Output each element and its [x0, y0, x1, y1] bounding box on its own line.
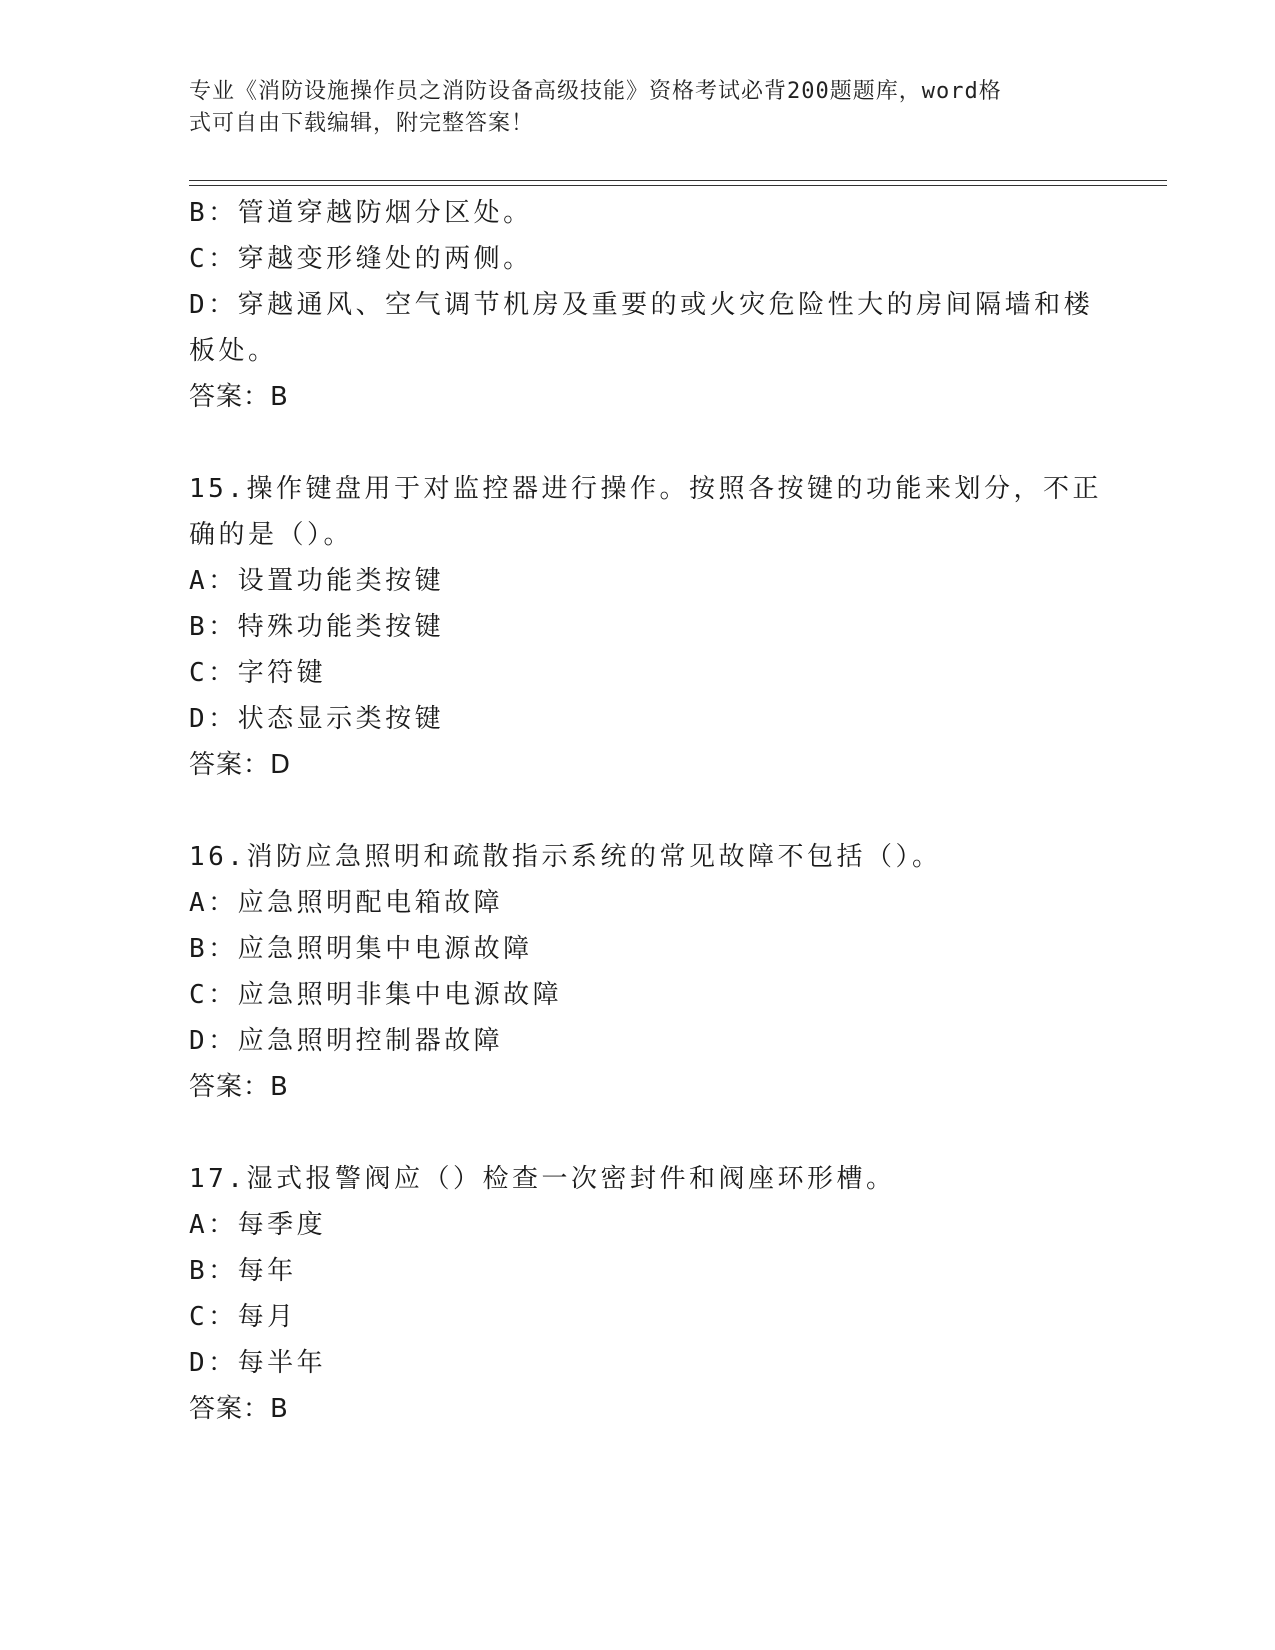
question-stem-line-2: 确的是（）。	[189, 520, 354, 550]
question-stem-line-1: 15.操作键盘用于对监控器进行操作。按照各按键的功能来划分，不正	[189, 474, 1102, 504]
question-16	[189, 834, 1089, 1110]
option-d-line-1: D：穿越通风、空气调节机房及重要的或火灾危险性大的房间隔墙和楼	[189, 290, 1094, 320]
option-d: D：状态显示类按键	[189, 704, 445, 734]
option-b: B：应急照明集中电源故障	[189, 934, 533, 964]
question-list	[189, 190, 1102, 1432]
header-line-1: 专业《消防设施操作员之消防设备高级技能》资格考试必背200题题库，word格	[189, 79, 1002, 104]
option-c: C：穿越变形缝处的两侧。	[189, 244, 533, 274]
question-17	[189, 1156, 1089, 1432]
spacer	[189, 788, 1089, 834]
header-line-2: 式可自由下载编辑，附完整答案！	[189, 111, 535, 136]
option-d-line-2: 板处。	[189, 336, 278, 366]
option-d: D：每半年	[189, 1348, 327, 1378]
option-c: C：应急照明非集中电源故障	[189, 980, 563, 1010]
option-b: B：特殊功能类按键	[189, 612, 445, 642]
question-stem: 16.消防应急照明和疏散指示系统的常见故障不包括（）。	[189, 842, 942, 872]
header-divider-top	[189, 180, 1167, 181]
document-header	[189, 76, 1089, 140]
option-c: C：每月	[189, 1302, 297, 1332]
question-stem: 17.湿式报警阀应（）检查一次密封件和阀座环形槽。	[189, 1164, 896, 1194]
header-divider-bottom	[189, 185, 1167, 186]
answer: 答案：B	[189, 1072, 289, 1102]
option-b: B：每年	[189, 1256, 297, 1286]
spacer	[189, 420, 1089, 466]
option-c: C：字符键	[189, 658, 327, 688]
answer: 答案：B	[189, 382, 289, 412]
option-a: A：每季度	[189, 1210, 327, 1240]
spacer	[189, 1110, 1089, 1156]
option-a: A：应急照明配电箱故障	[189, 888, 504, 918]
option-b: B：管道穿越防烟分区处。	[189, 198, 533, 228]
answer: 答案：B	[189, 1394, 289, 1424]
answer: 答案：D	[189, 750, 292, 780]
question-14-tail	[189, 190, 1094, 420]
option-a: A：设置功能类按键	[189, 566, 445, 596]
option-d: D：应急照明控制器故障	[189, 1026, 504, 1056]
question-15	[189, 466, 1102, 788]
